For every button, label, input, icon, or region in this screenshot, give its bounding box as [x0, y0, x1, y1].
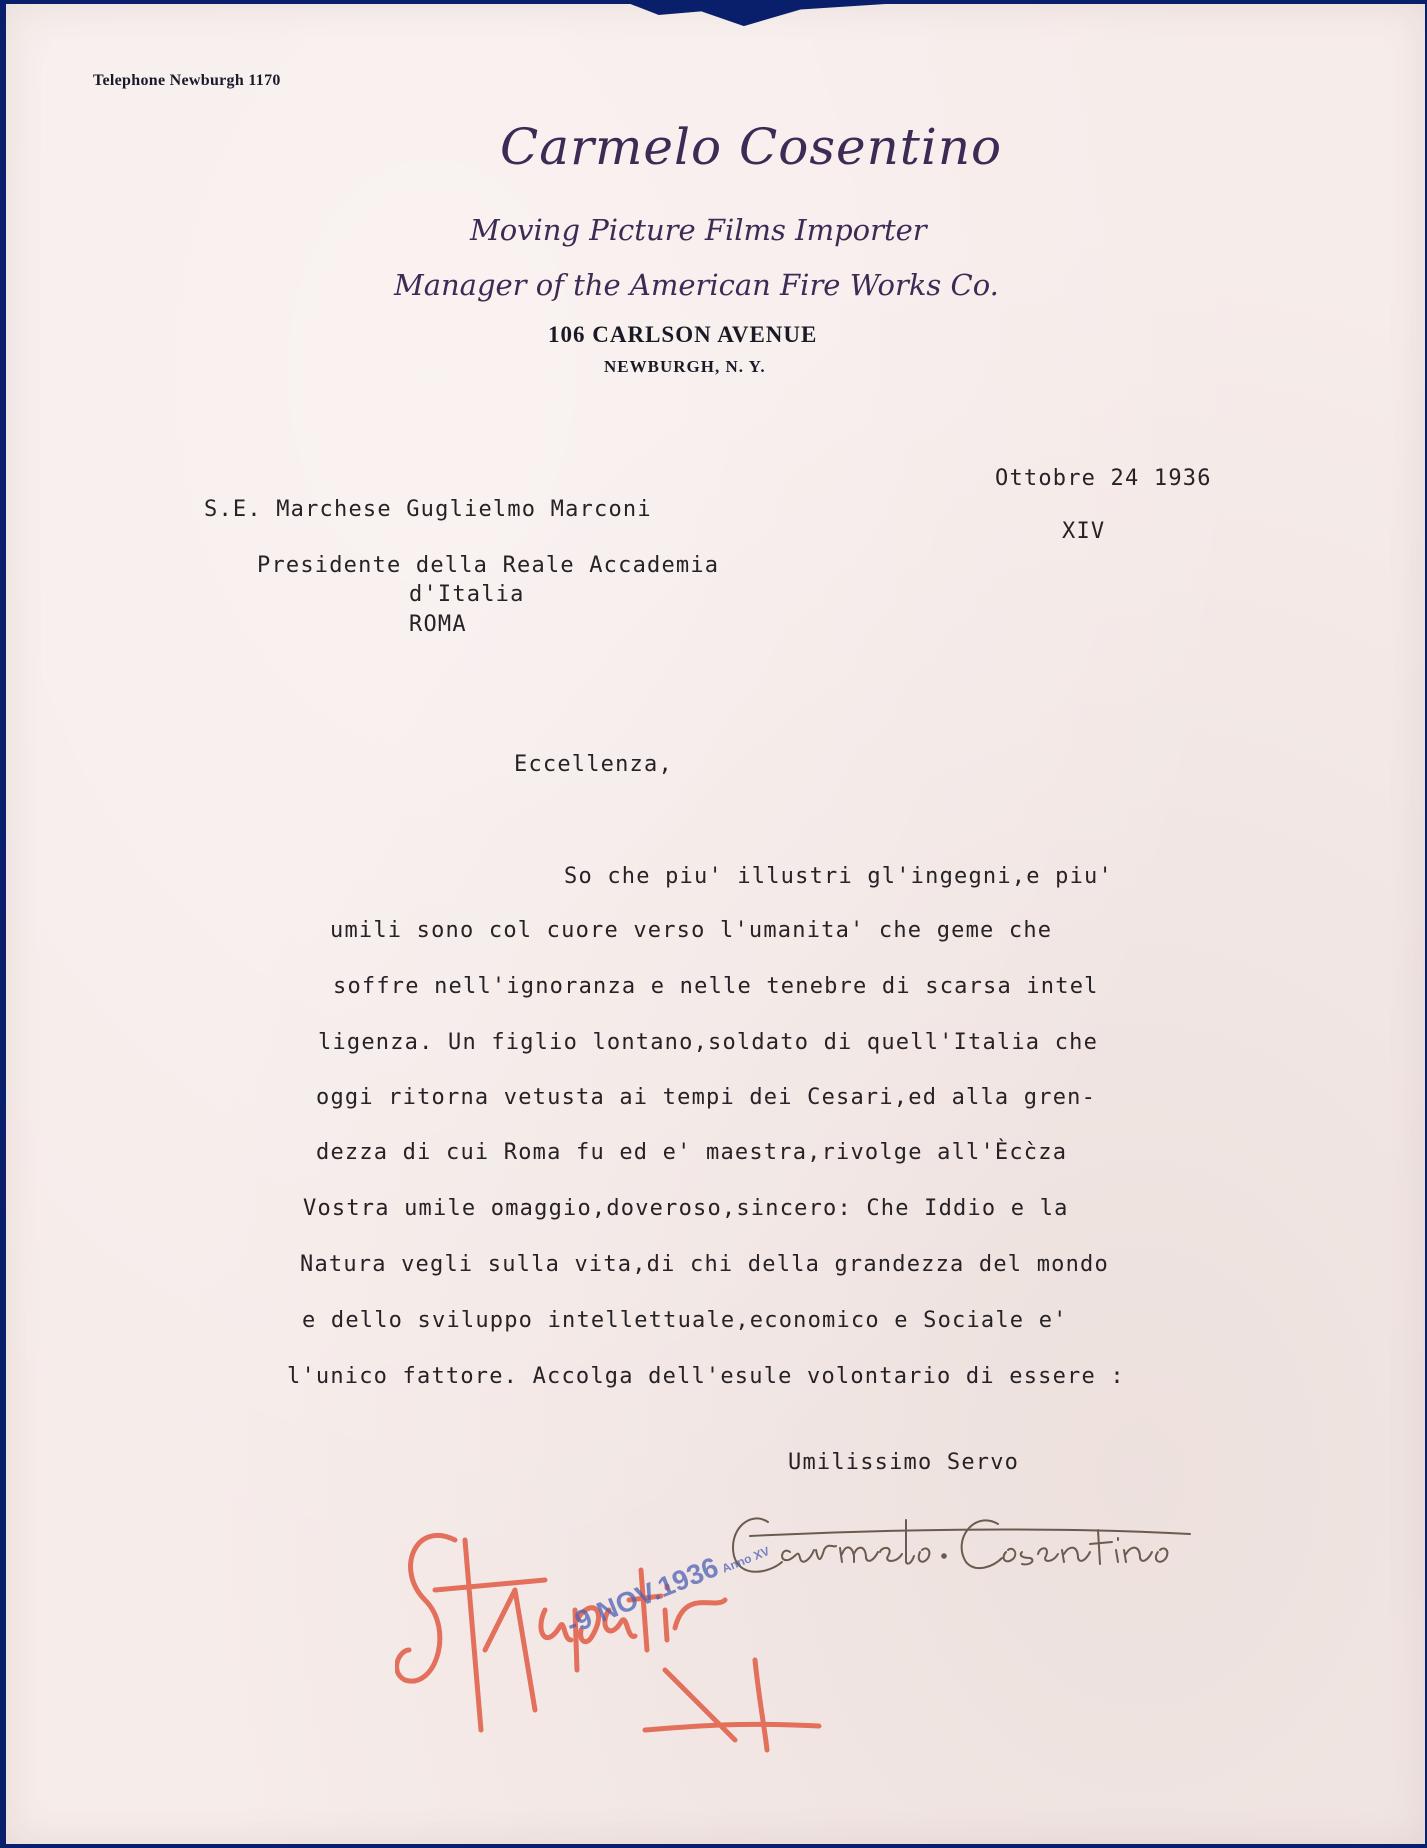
- body-line: Vostra umile omaggio,doveroso,sincero: Che Iddio e la: [303, 1196, 1069, 1221]
- body-line: e dello sviluppo intellettuale,economico e Sociale e': [302, 1308, 1068, 1333]
- letterhead-city: NEWBURGH, N. Y.: [604, 357, 766, 376]
- body-line: l'unico fattore. Accolga dell'esule volontario di essere :: [287, 1364, 1125, 1389]
- body-line: umili sono col cuore verso l'umanita' che geme che: [330, 918, 1053, 943]
- body-line: soffre nell'ignoranza e nelle tenebre di scarsa intel: [333, 974, 1099, 999]
- letterhead-street: 106 CARLSON AVENUE: [548, 322, 818, 347]
- closing: Umilissimo Servo: [788, 1450, 1020, 1475]
- body-line: So che piu' illustri gl'ingegni,e piu': [564, 864, 1113, 889]
- red-crayon-annotation: [395, 1500, 855, 1760]
- salutation: Eccellenza,: [514, 752, 673, 777]
- body-line: dezza di cui Roma fu ed e' maestra,rivolge all'Ècc̀za: [316, 1140, 1068, 1165]
- stamp-date: -9 NOV.1936: [561, 1551, 723, 1641]
- letterhead-tagline-2: Manager of the American Fire Works Co.: [394, 268, 999, 302]
- recipient-title-1: Presidente della Reale Accademia: [257, 553, 720, 578]
- recipient-name: S.E. Marchese Guglielmo Marconi: [204, 497, 652, 522]
- body-line: ligenza. Un figlio lontano,soldato di quell'Italia che: [318, 1030, 1099, 1055]
- letterhead-telephone: Telephone Newburgh 1170: [93, 72, 281, 89]
- recipient-title-2: d'Italia: [409, 582, 525, 607]
- body-line: oggi ritorna vetusta ai tempi dei Cesari,ed alla gren-: [316, 1085, 1097, 1110]
- letter-date: Ottobre 24 1936: [995, 466, 1212, 491]
- stamp-year-label: Anno XV: [719, 1543, 772, 1576]
- letterhead-tagline-1: Moving Picture Films Importer: [470, 213, 927, 247]
- letter-era: XIV: [1062, 519, 1106, 544]
- recipient-city: ROMA: [409, 612, 467, 637]
- letterhead-name: Carmelo Cosentino: [500, 118, 1003, 176]
- body-line: Natura vegli sulla vita,di chi della grandezza del mondo: [300, 1252, 1109, 1277]
